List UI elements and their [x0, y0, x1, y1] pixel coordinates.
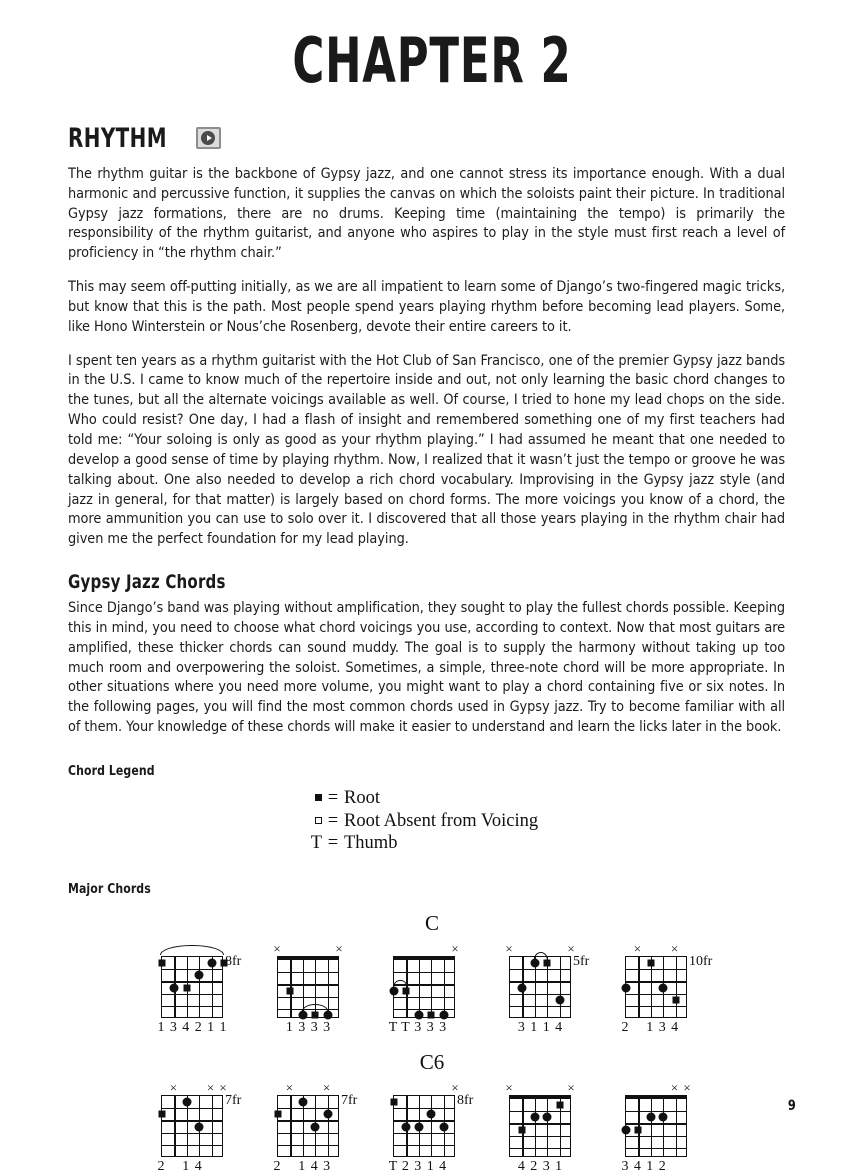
root-absent-marker: [312, 1012, 319, 1019]
fretboard-grid: [509, 1095, 571, 1157]
fingering-number: 1: [182, 1158, 190, 1174]
fingering-number: 2: [194, 1019, 202, 1035]
fingering-number: 1: [530, 1019, 538, 1035]
finger-dot-marker: [170, 983, 179, 992]
fingering-number: 3: [426, 1019, 434, 1035]
string-line: [328, 960, 329, 1017]
fret-line: [394, 997, 454, 998]
fret-line: [510, 1136, 570, 1137]
fret-line: [278, 1145, 338, 1146]
chord-diagram: [273, 1079, 358, 1175]
fingering-number: 1: [157, 1019, 165, 1035]
string-muted-x-icon: ×: [567, 1079, 575, 1095]
filled-square-icon: [300, 787, 322, 810]
chord-group: [68, 911, 796, 1036]
fingering-number: 4: [182, 1019, 190, 1035]
finger-dot-marker: [298, 1011, 307, 1020]
string-muted-x-icon: ×: [670, 1079, 679, 1095]
string-line: [638, 957, 639, 1017]
fretboard-wrap: [509, 1095, 587, 1157]
legend-label-root-absent: Root Absent from Voicing: [344, 810, 539, 831]
string-line: [676, 957, 677, 1017]
fret-line: [162, 981, 222, 982]
subsection-title: Gypsy Jazz Chords: [68, 571, 226, 594]
string-muted-x-icon: ×: [505, 1079, 513, 1095]
fingering-row: [388, 1158, 471, 1175]
string-line: [651, 1099, 652, 1156]
muted-strings-row: [625, 1081, 703, 1095]
string-line: [174, 1096, 175, 1156]
legend-row-root: [300, 787, 796, 810]
finger-dot-marker: [659, 1113, 668, 1122]
fret-line: [394, 972, 454, 973]
fret-line: [162, 1108, 222, 1109]
finger-dot-marker: [195, 1122, 204, 1131]
finger-dot-marker: [427, 1110, 436, 1119]
string-line: [419, 960, 420, 1017]
section-header: [68, 123, 796, 154]
string-muted-x-icon: ×: [273, 940, 281, 956]
fret-line: [394, 1108, 454, 1109]
legend-equals: =: [327, 833, 339, 854]
muted-strings-row: [505, 1079, 587, 1095]
finger-dot-marker: [659, 983, 668, 992]
fret-line: [162, 1133, 222, 1134]
subsection-paragraph: Since Django’s band was playing without amplification, they sought to play the fullest chords possible. Keeping this in mind, you need to choose what chord voicings you use, according to context. Now that most guitars are amplified, these thicker chords can sound muddy. The goal is to supply the harmony without taking up too much room and overpowering the soloist. Sometimes, a simple, three-note chord will be more appropriate. In other situations where you need more volume, you might want to play a chord containing five or six notes. In the following pages, you will find the most common chords used in Gypsy jazz. Try to become familiar with all of them. Your knowledge of these chords will make it easier to understand and learn the licks later in the book.: [68, 599, 786, 736]
fretboard-wrap: [393, 956, 471, 1018]
root-absent-marker: [159, 1111, 166, 1118]
fret-line: [162, 969, 222, 970]
fingering-number: 1: [207, 1019, 215, 1035]
fingering-number: 3: [439, 1019, 447, 1035]
chord-diagram: [505, 940, 590, 1036]
fret-position-label: 7fr: [341, 1092, 358, 1108]
legend-equals: =: [327, 810, 339, 831]
string-line: [199, 957, 200, 1017]
chord-diagram: [621, 1079, 703, 1175]
chord-diagram: [621, 940, 713, 1036]
thumb-symbol: T: [310, 833, 322, 854]
page-number: 9: [788, 1098, 796, 1114]
fingering-number: 3: [414, 1019, 422, 1035]
fretboard-grid: [393, 1095, 455, 1157]
fingering-row: [621, 1019, 703, 1036]
section-title: RHYTHM: [68, 122, 167, 154]
fretboard-wrap: [161, 1092, 242, 1157]
fingering-number: 2: [157, 1158, 165, 1174]
fingering-number: 3: [658, 1019, 666, 1035]
fret-position-label: 8fr: [225, 953, 242, 969]
finger-dot-marker: [518, 983, 527, 992]
string-muted-x-icon: ×: [169, 1079, 178, 1095]
string-muted-x-icon: ×: [670, 940, 679, 956]
legend-label-root: Root: [344, 787, 380, 808]
fingering-number: 3: [323, 1158, 331, 1174]
string-line: [328, 1096, 329, 1156]
fret-position-label: 10fr: [689, 953, 713, 969]
fingering-number: 4: [439, 1158, 447, 1174]
legend-equals: =: [327, 787, 339, 808]
fingering-number: 4: [517, 1158, 525, 1174]
string-muted-x-icon: ×: [633, 940, 642, 956]
fingering-number: 4: [194, 1158, 202, 1174]
fretboard-grid: [277, 1095, 339, 1157]
finger-dot-marker: [622, 983, 631, 992]
fingering-number: 1: [555, 1158, 563, 1174]
fingering-number: T: [388, 1019, 398, 1035]
finger-dot-marker: [402, 1122, 411, 1131]
fret-line: [626, 1111, 686, 1112]
root-absent-marker: [544, 959, 551, 966]
chord-diagram: [505, 1079, 587, 1175]
finger-dot-marker: [323, 1110, 332, 1119]
muted-strings-row: [273, 940, 355, 956]
root-absent-marker: [275, 1111, 282, 1118]
fingering-number: 4: [555, 1019, 563, 1035]
finger-dot-marker: [414, 1011, 423, 1020]
chapter-title: CHAPTER 2: [292, 24, 572, 97]
finger-dot-marker: [414, 1122, 423, 1131]
finger-dot-marker: [298, 1097, 307, 1106]
fingering-row: [157, 1019, 239, 1036]
fret-position-label: 8fr: [457, 1092, 474, 1108]
fretboard-grid: [625, 1095, 687, 1157]
fret-line: [626, 994, 686, 995]
fretboard-grid: [625, 956, 687, 1018]
string-line: [547, 1099, 548, 1156]
fret-line: [510, 981, 570, 982]
paragraph-3: I spent ten years as a rhythm guitarist with the Hot Club of San Francisco, one of the premier Gypsy jazz bands in the U.S. I came to know much of the repertoire inside and out, not only learning the basic chord changes to the tunes, but all the alternate voicings available as well. Of course, I tried to hone my lead chops on the side. Who could resist? One day, I had a flash of insight and remembered something one of my first teachers had told me: “Your soloing is only as good as your rhythm playing.” I had assumed he meant that one needed to develop a good sense of time by playing rhythm. Now, I realized that it wasn’t just the tempo or groove he was talking about. One also needed to develop a rich chord vocabulary. Improvising in the Gypsy jazz style (and jazz in general, for that matter) is largely based on chord forms. The more voicings you know of a chord, the more ammunition you can use to solo over it. I discovered that all those years playing in the rhythm chair had given me the perfect foundation for my lead playing.: [68, 351, 786, 548]
string-line: [535, 1099, 536, 1156]
chord-group-name: C: [424, 910, 439, 935]
fret-position-label: 7fr: [225, 1092, 242, 1108]
fingering-number: 3: [414, 1158, 422, 1174]
fret-line: [510, 1148, 570, 1149]
fret-line: [626, 981, 686, 982]
chord-group: [68, 1050, 796, 1175]
fingering-row: [157, 1158, 239, 1175]
finger-dot-marker: [311, 1122, 320, 1131]
chord-diagram: [157, 1079, 242, 1175]
fret-line: [626, 1148, 686, 1149]
fret-line: [510, 1006, 570, 1007]
fingering-row: [509, 1159, 587, 1175]
finger-dot-marker: [530, 958, 539, 967]
legend-row-thumb: [300, 832, 796, 855]
string-line: [560, 957, 561, 1017]
fingering-number: 3: [542, 1158, 550, 1174]
fingering-number: 3: [298, 1019, 306, 1035]
finger-dot-marker: [555, 996, 564, 1005]
fretboard-grid: [161, 956, 223, 1018]
chord-diagram-row: [68, 942, 796, 1036]
fret-line: [278, 1120, 338, 1121]
string-line: [290, 1096, 291, 1156]
fret-line: [626, 1136, 686, 1137]
finger-dot-marker: [543, 1113, 552, 1122]
fretboard-grid: [161, 1095, 223, 1157]
chord-legend: [68, 787, 796, 855]
string-muted-x-icon: ×: [322, 1079, 331, 1095]
fret-line: [162, 1006, 222, 1007]
fretboard-grid: [509, 956, 571, 1018]
major-chords-heading: Major Chords: [68, 880, 151, 897]
fretboard-wrap: [277, 956, 355, 1018]
string-muted-x-icon: ×: [451, 940, 459, 956]
fingering-number: T: [388, 1158, 398, 1174]
finger-dot-marker: [195, 971, 204, 980]
root-absent-marker: [647, 959, 654, 966]
chord-diagram-section: [68, 911, 796, 1175]
fingering-number: 3: [323, 1019, 331, 1035]
string-muted-x-icon: ×: [451, 1079, 459, 1095]
root-absent-marker: [287, 987, 294, 994]
root-absent-marker: [428, 1012, 435, 1019]
page-content: [68, 0, 796, 1175]
root-absent-marker: [159, 959, 166, 966]
string-muted-x-icon: ×: [683, 1079, 691, 1095]
string-muted-x-icon: ×: [285, 1079, 294, 1095]
fingering-number: 1: [542, 1019, 550, 1035]
chord-diagram: [273, 940, 355, 1036]
fingering-number: 2: [401, 1158, 409, 1174]
string-line: [431, 1096, 432, 1156]
fretboard-wrap: [509, 953, 590, 1018]
chord-legend-heading: Chord Legend: [68, 762, 155, 779]
fret-line: [626, 1006, 686, 1007]
string-muted-x-icon: ×: [335, 940, 343, 956]
fret-line: [278, 984, 338, 985]
root-absent-marker: [635, 1126, 642, 1133]
chord-diagram: [388, 1079, 474, 1175]
chord-diagram: [157, 942, 242, 1036]
finger-dot-marker: [622, 1125, 631, 1134]
fret-line: [510, 1111, 570, 1112]
fingering-number: 4: [671, 1019, 679, 1035]
fretboard-wrap: [625, 953, 713, 1018]
fingering-number: 1: [646, 1019, 654, 1035]
finger-dot-marker: [323, 1011, 332, 1020]
fret-line: [278, 997, 338, 998]
fingering-number: 3: [169, 1019, 177, 1035]
fretboard-wrap: [161, 953, 242, 1018]
paragraph-1: The rhythm guitar is the backbone of Gypsy jazz, and one cannot stress its importance enough. With a dual harmonic and percussive function, it supplies the canvas on which the soloists paint their picture. In traditional Gypsy jazz formations, there are no drums. Keeping time (maintaining the tempo) is primarily the responsibility of the rhythm guitarist, and anyone who aspires to play in the style must first reach a level of proficiency in “the rhythm chair.”: [68, 164, 786, 262]
chord-diagram: [388, 940, 471, 1036]
string-line: [676, 1099, 677, 1156]
play-circle-icon: [201, 131, 215, 145]
fret-line: [162, 994, 222, 995]
chord-diagram-row: [68, 1081, 796, 1175]
legend-label-thumb: Thumb: [344, 833, 398, 854]
fret-line: [510, 1123, 570, 1124]
fingering-number: 3: [310, 1019, 318, 1035]
fingering-number: T: [401, 1019, 410, 1035]
string-line: [663, 1099, 664, 1156]
fret-line: [278, 1133, 338, 1134]
string-line: [212, 1096, 213, 1156]
fret-line: [626, 1123, 686, 1124]
open-square-icon: [300, 810, 322, 833]
fingering-number: 1: [219, 1019, 227, 1035]
fretboard-wrap: [625, 1095, 703, 1157]
string-muted-x-icon: ×: [505, 940, 513, 956]
fingering-row: [277, 1020, 355, 1036]
string-line: [431, 960, 432, 1017]
fingering-number: 3: [517, 1019, 525, 1035]
fret-line: [162, 1145, 222, 1146]
legend-row-root-absent: [300, 810, 796, 833]
fretboard-grid: [277, 956, 339, 1018]
muted-strings-row: [393, 942, 471, 956]
fret-line: [510, 969, 570, 970]
root-absent-marker: [391, 1098, 398, 1105]
root-absent-marker: [403, 987, 410, 994]
finger-dot-marker: [439, 1011, 448, 1020]
fingering-row: [509, 1020, 587, 1036]
finger-dot-marker: [646, 1113, 655, 1122]
fingering-number: 2: [658, 1158, 666, 1174]
play-video-icon[interactable]: [196, 127, 221, 149]
fretboard-grid: [393, 956, 455, 1018]
string-muted-x-icon: ×: [206, 1079, 215, 1095]
root-absent-marker: [556, 1101, 563, 1108]
fingering-row: [621, 1158, 703, 1175]
fingering-number: 1: [285, 1019, 293, 1035]
fingering-row: [388, 1019, 471, 1036]
fingering-number: 2: [530, 1158, 538, 1174]
root-absent-marker: [183, 984, 190, 991]
fretboard-wrap: [277, 1092, 358, 1157]
fingering-number: 1: [298, 1158, 306, 1174]
fretboard-wrap: [393, 1092, 474, 1157]
finger-dot-marker: [390, 986, 399, 995]
fingering-number: 4: [633, 1158, 641, 1174]
fret-line: [626, 969, 686, 970]
fret-line: [394, 1133, 454, 1134]
fingering-number: 3: [621, 1158, 629, 1174]
finger-dot-marker: [207, 958, 216, 967]
finger-dot-marker: [439, 1122, 448, 1131]
barre-arc: [160, 945, 224, 955]
string-muted-x-icon: ×: [567, 940, 575, 956]
fingering-row: [273, 1158, 355, 1175]
fret-line: [278, 972, 338, 973]
paragraph-2: This may seem off-putting initially, as we are all impatient to learn some of Django’s two-fingered magic tricks, but know that this is the path. Most people spend years playing rhythm before becoming lead players. Some, like Hono Winterstein or Nous’che Rosenberg, devote their entire careers to it.: [68, 278, 786, 335]
fingering-number: 4: [310, 1158, 318, 1174]
finger-dot-marker: [530, 1113, 539, 1122]
string-line: [444, 960, 445, 1017]
fret-line: [162, 1120, 222, 1121]
root-absent-marker: [519, 1126, 526, 1133]
fingering-number: 2: [273, 1158, 281, 1174]
root-absent-marker: [672, 997, 679, 1004]
fret-position-label: 5fr: [573, 953, 590, 969]
fingering-number: 1: [646, 1158, 654, 1174]
fret-line: [394, 1145, 454, 1146]
finger-dot-marker: [182, 1097, 191, 1106]
fingering-number: 1: [426, 1158, 434, 1174]
chord-group-name: C6: [419, 1049, 445, 1074]
fingering-number: 2: [621, 1019, 629, 1035]
string-muted-x-icon: ×: [219, 1079, 227, 1095]
